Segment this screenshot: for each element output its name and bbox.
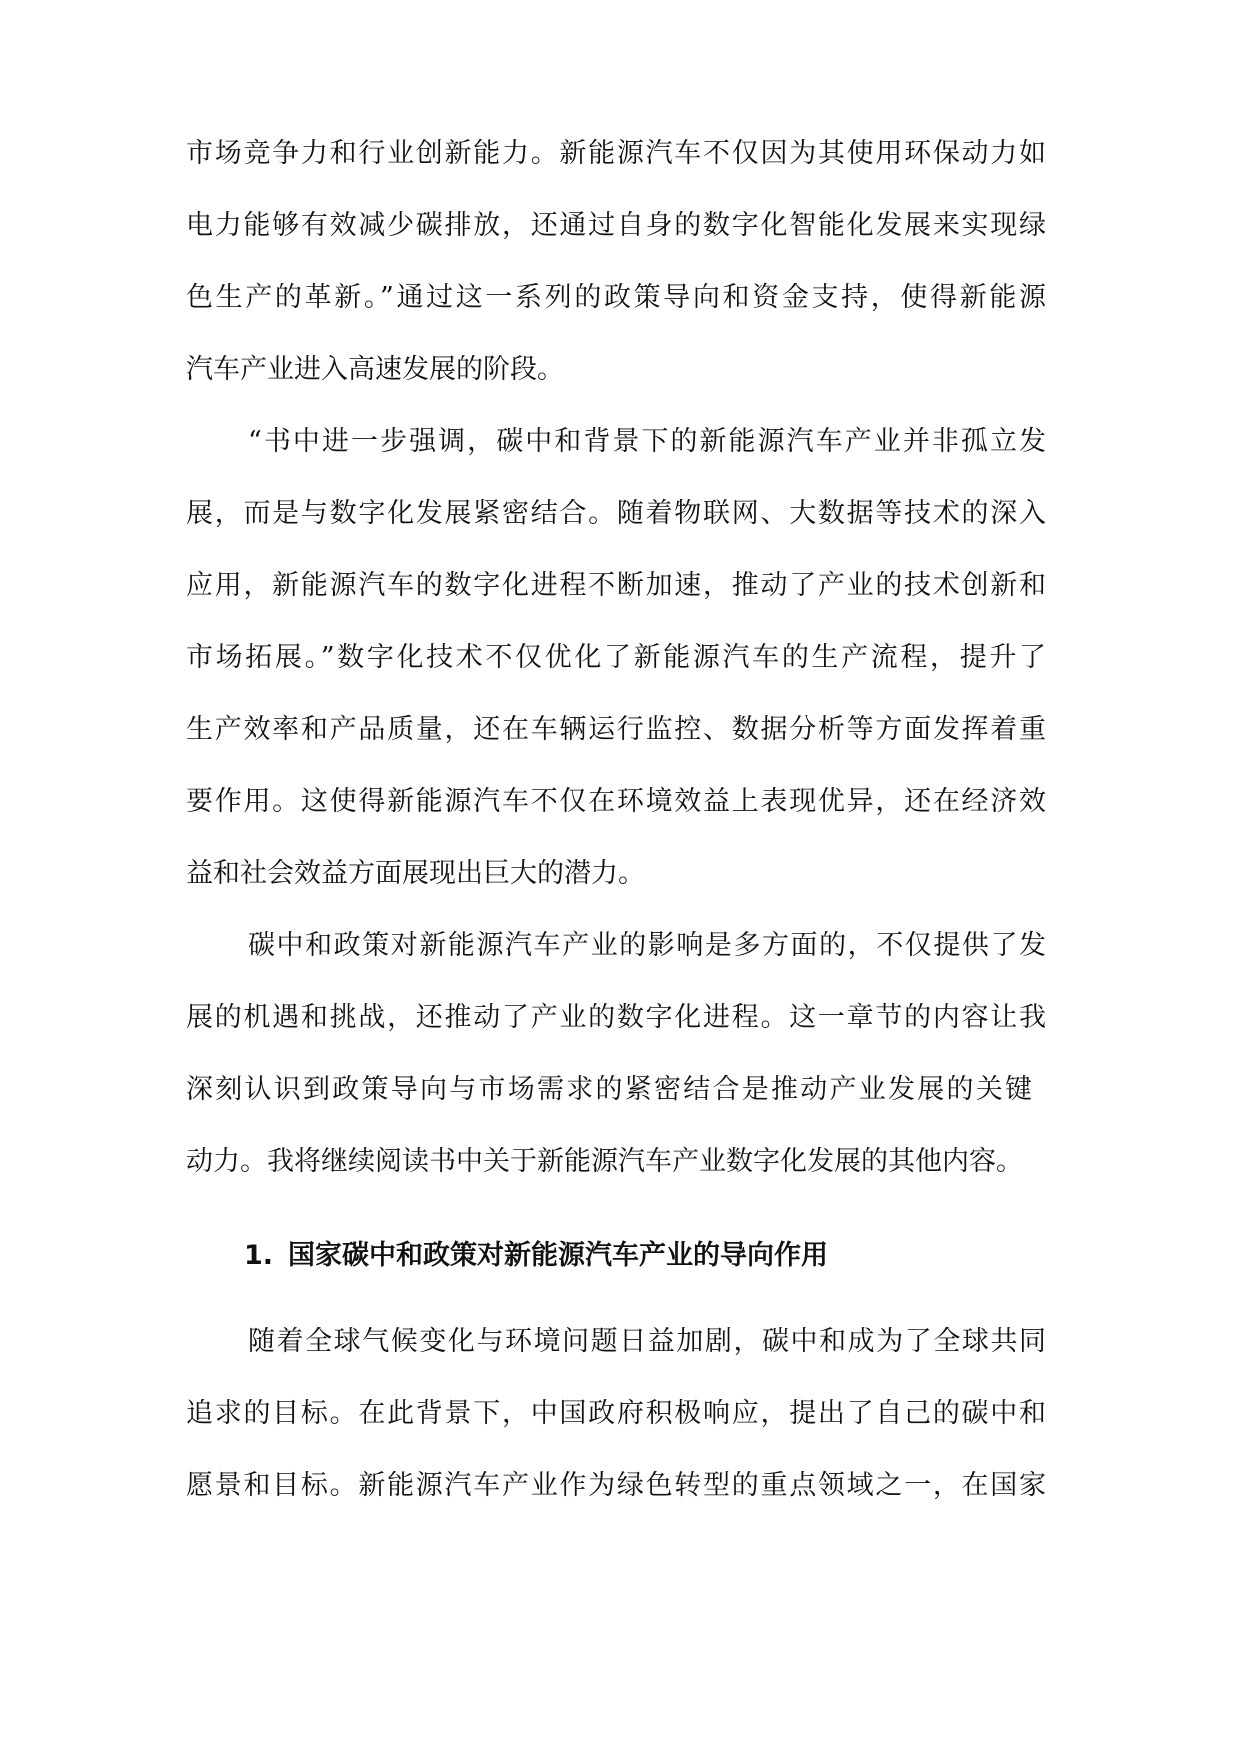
text-line: 生产效率和产品质量，还在车辆运行监控、数据分析等方面发挥着重	[186, 714, 1046, 745]
text-line: 电力能够有效减少碳排放，还通过自身的数字化智能化发展来实现绿	[186, 210, 1046, 241]
section-title: 国家碳中和政策对新能源汽车产业的导向作用	[288, 1240, 828, 1271]
text-line: 动力。我将继续阅读书中关于新能源汽车产业数字化发展的其他内容。	[186, 1146, 1023, 1177]
text-line: 愿景和目标。新能源汽车产业作为绿色转型的重点领域之一，在国家	[186, 1470, 1046, 1501]
text-line: 深刻认识到政策导向与市场需求的紧密结合是推动产业发展的关键	[186, 1074, 1032, 1105]
text-line: “书中进一步强调，碳中和背景下的新能源汽车产业并非孤立发	[248, 426, 1046, 457]
text-line: 随着全球气候变化与环境问题日益加剧，碳中和成为了全球共同	[248, 1326, 1046, 1357]
section-heading	[244, 1236, 828, 1276]
text-line: 碳中和政策对新能源汽车产业的影响是多方面的，不仅提供了发	[248, 930, 1046, 961]
section-number: 1.	[244, 1240, 274, 1271]
text-line: 要作用。这使得新能源汽车不仅在环境效益上表现优异，还在经济效	[186, 786, 1046, 817]
text-line: 应用，新能源汽车的数字化进程不断加速，推动了产业的技术创新和	[186, 570, 1046, 601]
text-line: 色生产的革新。”通过这一系列的政策导向和资金支持，使得新能源	[186, 282, 1046, 313]
text-line: 汽车产业进入高速发展的阶段。	[186, 354, 564, 385]
text-line: 展的机遇和挑战，还推动了产业的数字化进程。这一章节的内容让我	[186, 1002, 1046, 1033]
text-line: 市场拓展。”数字化技术不仅优化了新能源汽车的生产流程，提升了	[186, 642, 1046, 673]
text-line: 展，而是与数字化发展紧密结合。随着物联网、大数据等技术的深入	[186, 498, 1046, 529]
text-line: 市场竞争力和行业创新能力。新能源汽车不仅因为其使用环保动力如	[186, 138, 1046, 169]
text-line: 益和社会效益方面展现出巨大的潜力。	[186, 858, 645, 889]
text-line: 追求的目标。在此背景下，中国政府积极响应，提出了自己的碳中和	[186, 1398, 1046, 1429]
